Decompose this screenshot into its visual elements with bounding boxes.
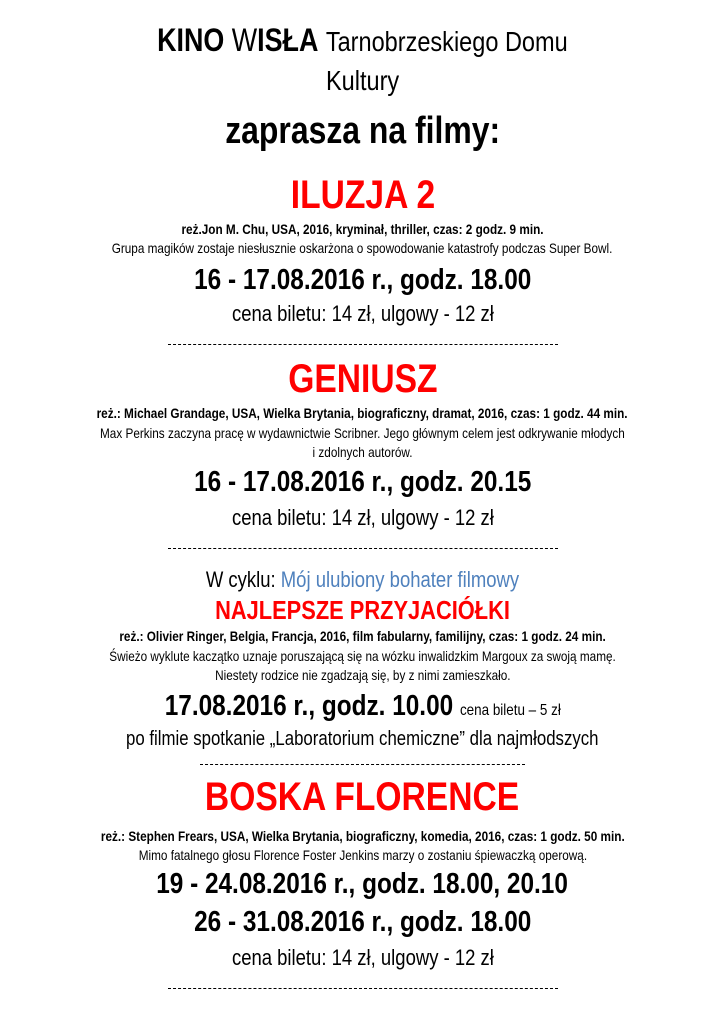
org-name-line2-row — [0, 64, 725, 98]
film-description-row — [0, 647, 725, 665]
film-description-row — [0, 666, 725, 684]
film-credits: reż.: Olivier Ringer, Belgia, Francja, 2016, film fabularny, familijny, czas: 1 godz. 24 min. — [119, 628, 606, 644]
ticket-price-row — [0, 504, 725, 532]
ticket-price-row — [0, 300, 725, 328]
film-title: NAJLEPSZE PRZYJACIÓŁKI — [215, 595, 510, 625]
film-date: 16 - 17.08.2016 r., godz. 18.00 — [193, 264, 532, 296]
film-title-row — [0, 774, 725, 820]
film-description-row — [0, 846, 725, 864]
org-name-line1: Tarnobrzeskiego Domu — [325, 26, 568, 57]
ticket-price-row — [0, 944, 725, 972]
film-date: 26 - 31.08.2016 r., godz. 18.00 — [193, 906, 532, 938]
film-date-row — [0, 688, 725, 729]
brand-wisla-w: W — [231, 22, 258, 58]
film-title: GENIUSZ — [287, 357, 438, 401]
invite-heading-row — [0, 108, 725, 154]
film-title-row — [0, 356, 725, 402]
film-description: Grupa magików zostaje niesłusznie oskarżona o spowodowanie katastrofy podczas Super Bowl. — [112, 240, 613, 256]
film-date: 19 - 24.08.2016 r., godz. 18.00, 20.10 — [156, 868, 569, 900]
ticket-price: cena biletu: 14 zł, ulgowy - 12 zł — [231, 945, 494, 970]
org-name-line2: Kultury — [325, 65, 400, 96]
separator-line — [168, 988, 558, 989]
cycle-name: Mój ulubiony bohater filmowy — [280, 567, 520, 592]
film-title: BOSKA FLORENCE — [205, 775, 520, 819]
film-date-row — [0, 866, 725, 902]
header-brand-line — [0, 20, 725, 62]
film-credits-row — [0, 627, 725, 645]
film-description-row — [0, 239, 725, 257]
film-title-row — [0, 594, 725, 626]
ticket-price: cena biletu: 14 zł, ulgowy - 12 zł — [231, 301, 494, 326]
film-description: Max Perkins zaczyna pracę w wydawnictwie Scribner. Jego głównym celem jest odkrywanie młodych — [100, 425, 625, 441]
film-date: 17.08.2016 r., godz. 10.00 — [164, 690, 453, 722]
film-description: Mimo fatalnego głosu Florence Foster Jenkins marzy o zostaniu śpiewaczką operową. — [138, 847, 587, 863]
film-credits-row — [0, 220, 725, 238]
separator-line — [168, 548, 558, 549]
cycle-row — [0, 566, 725, 594]
film-date: 16 - 17.08.2016 r., godz. 20.15 — [193, 466, 532, 498]
film-credits: reż.: Michael Grandage, USA, Wielka Brytania, biograficzny, dramat, 2016, czas: 1 godz. 44 min. — [96, 405, 629, 421]
film-credits-row — [0, 827, 725, 845]
cycle-prefix: W cyklu: — [205, 567, 281, 592]
film-date-row — [0, 904, 725, 940]
film-credits-row — [0, 404, 725, 422]
film-credits: reż.: Stephen Frears, USA, Wielka Brytania, biograficzny, komedia, 2016, czas: 1 godz. 50 min. — [100, 828, 625, 844]
film-description-row — [0, 443, 725, 461]
film-date-row — [0, 262, 725, 298]
separator-line — [168, 344, 558, 345]
brand-kino: KINO — [157, 22, 225, 58]
film-title: ILUZJA 2 — [290, 173, 435, 217]
film-description: Niestety rodzice nie zgadzają się, by z nimi zamieszkało. — [214, 667, 511, 683]
separator-line — [200, 764, 525, 765]
film-title-row — [0, 172, 725, 218]
event-note-row — [0, 726, 725, 752]
film-description: i zdolnych autorów. — [312, 444, 413, 460]
film-date-row — [0, 464, 725, 500]
ticket-price: cena biletu – 5 zł — [459, 702, 561, 719]
ticket-price: cena biletu: 14 zł, ulgowy - 12 zł — [231, 505, 494, 530]
film-description-row — [0, 424, 725, 442]
brand-wisla-rest: ISŁA — [257, 22, 319, 58]
film-credits: reż.Jon M. Chu, USA, 2016, kryminał, thriller, czas: 2 godz. 9 min. — [181, 221, 544, 237]
event-note: po filmie spotkanie „Laboratorium chemiczne” dla najmłodszych — [126, 728, 599, 750]
film-description: Świeżo wyklute kaczątko uznaje poruszającą się na wózku inwalidzkim Margoux za swoją mamę. — [109, 648, 616, 664]
invite-heading: zaprasza na filmy: — [225, 110, 500, 152]
